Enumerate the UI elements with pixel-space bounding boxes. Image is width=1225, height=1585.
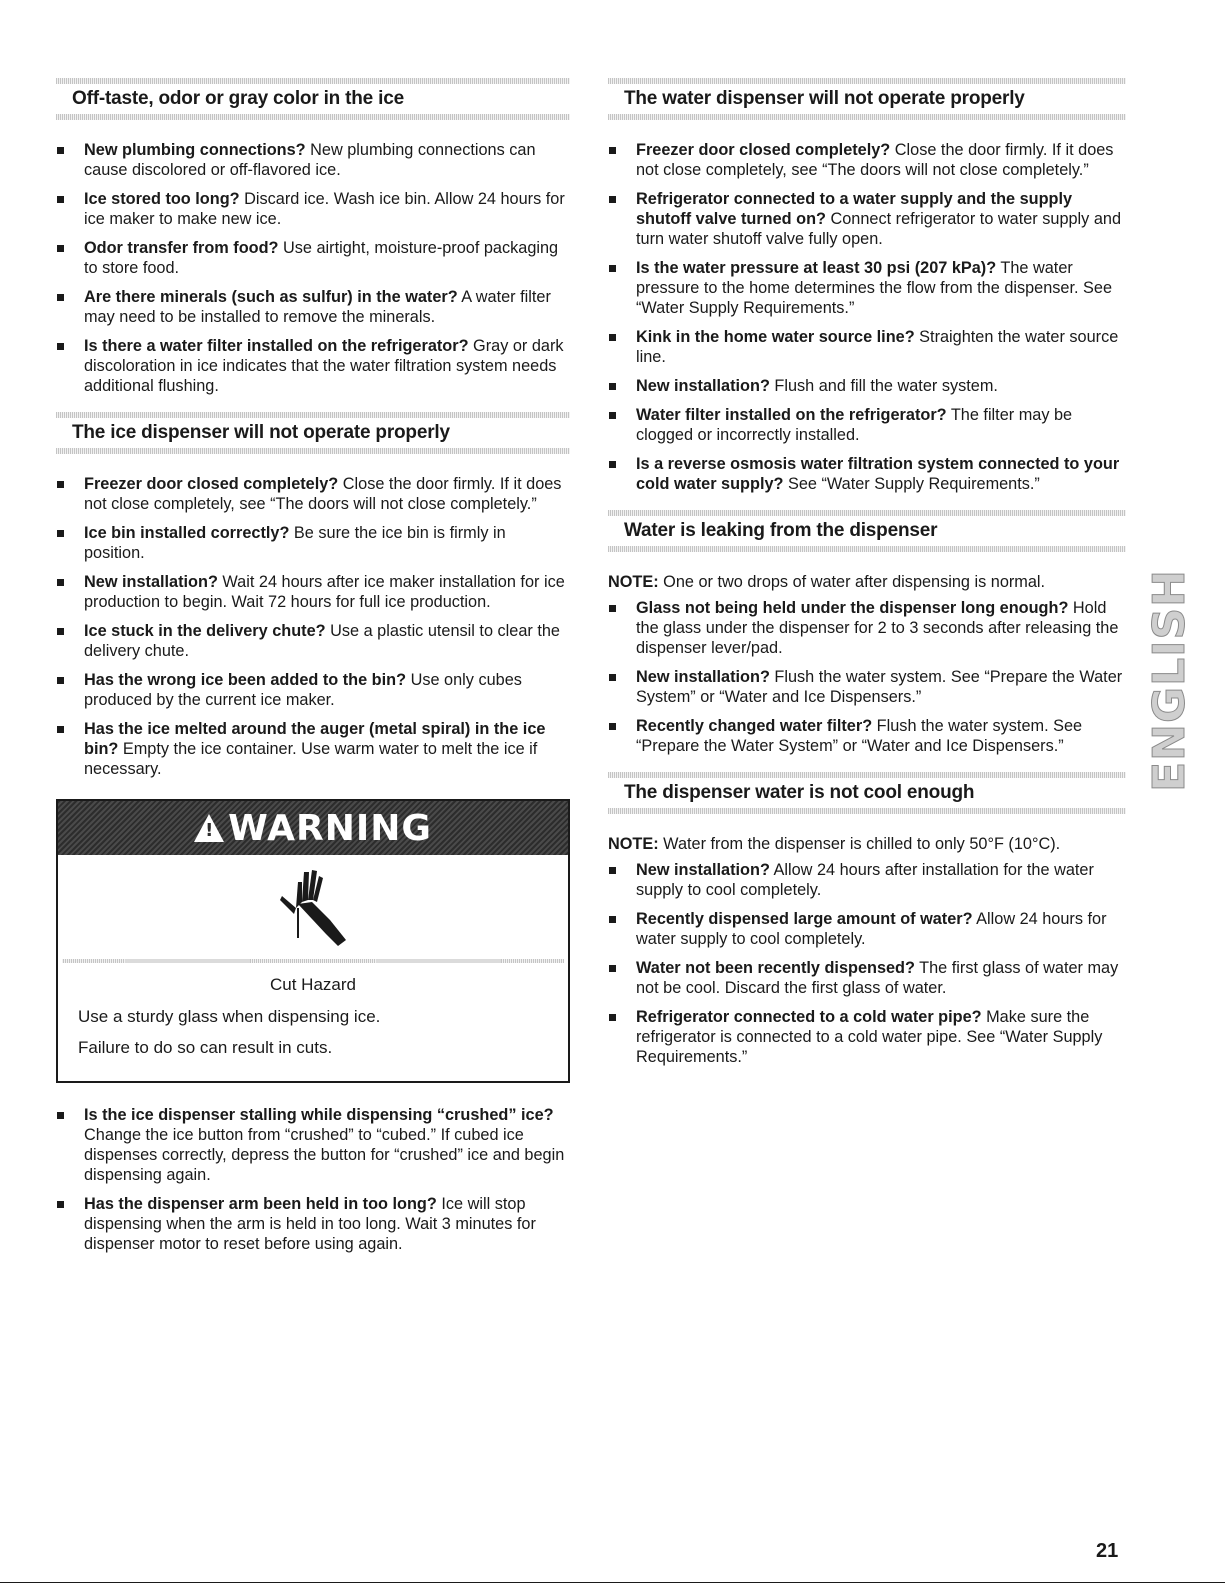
bullet-icon bbox=[57, 1201, 64, 1208]
item-question: Kink in the home water source line? bbox=[636, 328, 915, 346]
list-item bbox=[608, 716, 1126, 756]
list-item bbox=[608, 258, 1126, 318]
item-answer: Make sure the refrigerator is connected to a cold water pipe. See “Water Supply Requirements.” bbox=[636, 1008, 1103, 1066]
item-answer: Change the ice button from “crushed” to “cubed.” If cubed ice dispenses correctly, depress the button for “crushed” ice and begin dispensing again. bbox=[84, 1126, 565, 1184]
item-question: Odor transfer from food? bbox=[84, 239, 279, 257]
section-water-not-cool bbox=[608, 766, 1126, 1067]
warning-line-1: Use a sturdy glass when dispensing ice. bbox=[78, 1007, 381, 1026]
item-question: New plumbing connections? bbox=[84, 141, 306, 159]
item-question: New installation? bbox=[636, 861, 770, 879]
item-answer: Straighten the water source line. bbox=[636, 328, 1119, 366]
item-question: Refrigerator connected to a water supply and the supply shutoff valve turned on? bbox=[636, 190, 1073, 228]
item-question: New installation? bbox=[636, 377, 770, 395]
item-answer: Flush the water system. See “Prepare the Water System” or “Water and Ice Dispensers.” bbox=[636, 668, 1123, 706]
item-answer: Gray or dark discoloration in ice indicates that the water filtration system needs additional flushing. bbox=[84, 337, 564, 395]
bullet-icon bbox=[57, 530, 64, 537]
list-item bbox=[56, 336, 570, 396]
item-answer: Use only cubes produced by the current ice maker. bbox=[84, 671, 522, 709]
item-question: Ice bin installed correctly? bbox=[84, 524, 290, 542]
list-item bbox=[608, 327, 1126, 367]
bullet-icon bbox=[609, 334, 616, 341]
item-question: Is the water pressure at least 30 psi (207 kPa)? bbox=[636, 259, 997, 277]
list-item bbox=[608, 405, 1126, 445]
right-column bbox=[608, 72, 1126, 1077]
item-answer: The first glass of water may not be cool. Discard the first glass of water. bbox=[636, 959, 1119, 997]
bullet-icon bbox=[609, 412, 616, 419]
list-item bbox=[608, 140, 1126, 180]
section-header bbox=[56, 406, 570, 460]
item-answer: Ice will stop dispensing when the arm is held in too long. Wait 3 minutes for dispenser motor to reset before using again. bbox=[84, 1195, 536, 1253]
bullet-icon bbox=[57, 294, 64, 301]
list-item bbox=[56, 1194, 570, 1254]
list-item bbox=[608, 189, 1126, 249]
language-tab-label: ENGLISH bbox=[1143, 568, 1195, 792]
language-tab bbox=[1143, 566, 1195, 794]
bottom-rule bbox=[0, 1582, 1225, 1583]
bullet-icon bbox=[609, 196, 616, 203]
item-question: Has the dispenser arm been held in too long? bbox=[84, 1195, 437, 1213]
list-item bbox=[608, 1007, 1126, 1067]
item-question: New installation? bbox=[636, 668, 770, 686]
list-item bbox=[56, 140, 570, 180]
note-label: NOTE: bbox=[608, 573, 659, 591]
item-answer: The filter may be clogged or incorrectly installed. bbox=[636, 406, 1073, 444]
item-answer: Wait 24 hours after ice maker installation for ice production to begin. Wait 72 hours for full ice production. bbox=[84, 573, 565, 611]
bullet-icon bbox=[57, 147, 64, 154]
section-header bbox=[608, 504, 1126, 558]
item-question: Ice stuck in the delivery chute? bbox=[84, 622, 326, 640]
item-list bbox=[608, 598, 1126, 756]
item-answer: Hold the glass under the dispenser for 2 to 3 seconds after releasing the dispenser lever/pad. bbox=[636, 599, 1119, 657]
item-question: Has the wrong ice been added to the bin? bbox=[84, 671, 407, 689]
item-answer: Allow 24 hours for water supply to cool completely. bbox=[636, 910, 1107, 948]
list-item bbox=[56, 621, 570, 661]
item-answer: Allow 24 hours after installation for the water supply to cool completely. bbox=[636, 861, 1094, 899]
list-item bbox=[56, 670, 570, 710]
item-answer: Connect refrigerator to water supply and turn water shutoff valve fully open. bbox=[636, 210, 1121, 248]
list-item bbox=[56, 474, 570, 514]
item-answer: Use a plastic utensil to clear the delivery chute. bbox=[84, 622, 560, 660]
section-title: The ice dispenser will not operate properly bbox=[72, 422, 450, 443]
list-item bbox=[56, 523, 570, 563]
item-list bbox=[56, 474, 570, 779]
list-item bbox=[56, 189, 570, 229]
bullet-icon bbox=[57, 343, 64, 350]
list-item bbox=[608, 667, 1126, 707]
item-answer: A water filter may need to be installed to remove the minerals. bbox=[84, 288, 551, 326]
list-item bbox=[608, 958, 1126, 998]
list-item bbox=[608, 454, 1126, 494]
item-question: Freezer door closed completely? bbox=[636, 141, 891, 159]
left-column bbox=[56, 72, 570, 1264]
item-question: Recently dispensed large amount of water? bbox=[636, 910, 973, 928]
hand-cut-icon bbox=[268, 862, 358, 952]
item-question: Are there minerals (such as sulfur) in the water? bbox=[84, 288, 458, 306]
hazard-title: Cut Hazard bbox=[270, 975, 356, 994]
page-number: 21 bbox=[1096, 1540, 1119, 1562]
warning-box bbox=[56, 799, 570, 1083]
section-water-dispenser bbox=[608, 72, 1126, 494]
item-question: Water not been recently dispensed? bbox=[636, 959, 915, 977]
bullet-icon bbox=[57, 677, 64, 684]
item-answer: Discard ice. Wash ice bin. Allow 24 hours for ice maker to make new ice. bbox=[84, 190, 565, 228]
item-question: Water filter installed on the refrigerator? bbox=[636, 406, 947, 424]
note-label: NOTE: bbox=[608, 835, 659, 853]
item-answer: Flush the water system. See “Prepare the Water System” or “Water and Ice Dispensers.” bbox=[636, 717, 1083, 755]
item-list bbox=[56, 140, 570, 396]
bullet-icon bbox=[609, 965, 616, 972]
item-list bbox=[56, 1105, 570, 1254]
item-answer: Empty the ice container. Use warm water to melt the ice if necessary. bbox=[84, 740, 538, 778]
item-answer: Close the door firmly. If it does not close completely, see “The doors will not close completely.” bbox=[84, 475, 562, 513]
bullet-icon bbox=[609, 383, 616, 390]
item-answer: Use airtight, moisture-proof packaging to store food. bbox=[84, 239, 559, 277]
section-title: Off-taste, odor or gray color in the ice bbox=[72, 88, 404, 109]
item-question: Ice stored too long? bbox=[84, 190, 240, 208]
item-list bbox=[608, 140, 1126, 494]
bullet-icon bbox=[609, 265, 616, 272]
bullet-icon bbox=[57, 628, 64, 635]
warning-line-2: Failure to do so can result in cuts. bbox=[78, 1038, 333, 1057]
list-item bbox=[608, 598, 1126, 658]
note-text: One or two drops of water after dispensing is normal. bbox=[658, 573, 1046, 591]
list-item bbox=[56, 238, 570, 278]
cut-hazard-pictogram bbox=[62, 855, 564, 963]
bullet-icon bbox=[609, 916, 616, 923]
item-answer: Flush and fill the water system. bbox=[769, 377, 998, 395]
warning-banner bbox=[58, 801, 568, 855]
bullet-icon bbox=[609, 147, 616, 154]
section-header bbox=[608, 766, 1126, 820]
bullet-icon bbox=[57, 1112, 64, 1119]
item-question: Recently changed water filter? bbox=[636, 717, 873, 735]
list-item bbox=[608, 860, 1126, 900]
item-list bbox=[608, 860, 1126, 1067]
item-answer: See “Water Supply Requirements.” bbox=[783, 475, 1040, 493]
item-question: Is a reverse osmosis water filtration system connected to your cold water supply? bbox=[636, 455, 1120, 493]
bullet-icon bbox=[609, 867, 616, 874]
item-answer: The water pressure to the home determines the flow from the dispenser. See “Water Supply Requirements.” bbox=[636, 259, 1113, 317]
warning-banner-text: WARNING bbox=[228, 807, 432, 849]
bullet-icon bbox=[57, 481, 64, 488]
section-ice-dispenser bbox=[56, 406, 570, 1254]
bullet-icon bbox=[609, 1014, 616, 1021]
list-item bbox=[608, 909, 1126, 949]
item-question: Has the ice melted around the auger (metal spiral) in the ice bin? bbox=[84, 720, 546, 758]
warning-text bbox=[58, 963, 568, 1081]
section-header bbox=[56, 72, 570, 126]
note bbox=[608, 572, 1126, 592]
list-item bbox=[56, 572, 570, 612]
list-item bbox=[608, 376, 1126, 396]
item-answer: Close the door firmly. If it does not close completely, see “The doors will not close completely.” bbox=[636, 141, 1114, 179]
item-question: Is there a water filter installed on the refrigerator? bbox=[84, 337, 469, 355]
warning-triangle-icon bbox=[194, 814, 224, 842]
list-item bbox=[56, 287, 570, 327]
item-question: Is the ice dispenser stalling while dispensing “crushed” ice? bbox=[84, 1106, 554, 1124]
section-header bbox=[608, 72, 1126, 126]
bullet-icon bbox=[609, 461, 616, 468]
bullet-icon bbox=[57, 196, 64, 203]
item-answer: Be sure the ice bin is firmly in position. bbox=[84, 524, 506, 562]
section-title: The dispenser water is not cool enough bbox=[624, 782, 975, 803]
bullet-icon bbox=[57, 245, 64, 252]
bullet-icon bbox=[609, 723, 616, 730]
bullet-icon bbox=[609, 605, 616, 612]
section-title: Water is leaking from the dispenser bbox=[624, 520, 938, 541]
section-water-leaking bbox=[608, 504, 1126, 756]
list-item bbox=[56, 719, 570, 779]
bullet-icon bbox=[57, 579, 64, 586]
bullet-icon bbox=[57, 726, 64, 733]
item-answer: New plumbing connections can cause discolored or off-flavored ice. bbox=[84, 141, 536, 179]
note bbox=[608, 834, 1126, 854]
item-question: Freezer door closed completely? bbox=[84, 475, 339, 493]
item-question: Glass not being held under the dispenser long enough? bbox=[636, 599, 1069, 617]
list-item bbox=[56, 1105, 570, 1185]
bullet-icon bbox=[609, 674, 616, 681]
item-question: New installation? bbox=[84, 573, 218, 591]
section-off-taste bbox=[56, 72, 570, 396]
item-question: Refrigerator connected to a cold water pipe? bbox=[636, 1008, 982, 1026]
note-text: Water from the dispenser is chilled to only 50°F (10°C). bbox=[658, 835, 1061, 853]
section-title: The water dispenser will not operate properly bbox=[624, 88, 1025, 109]
